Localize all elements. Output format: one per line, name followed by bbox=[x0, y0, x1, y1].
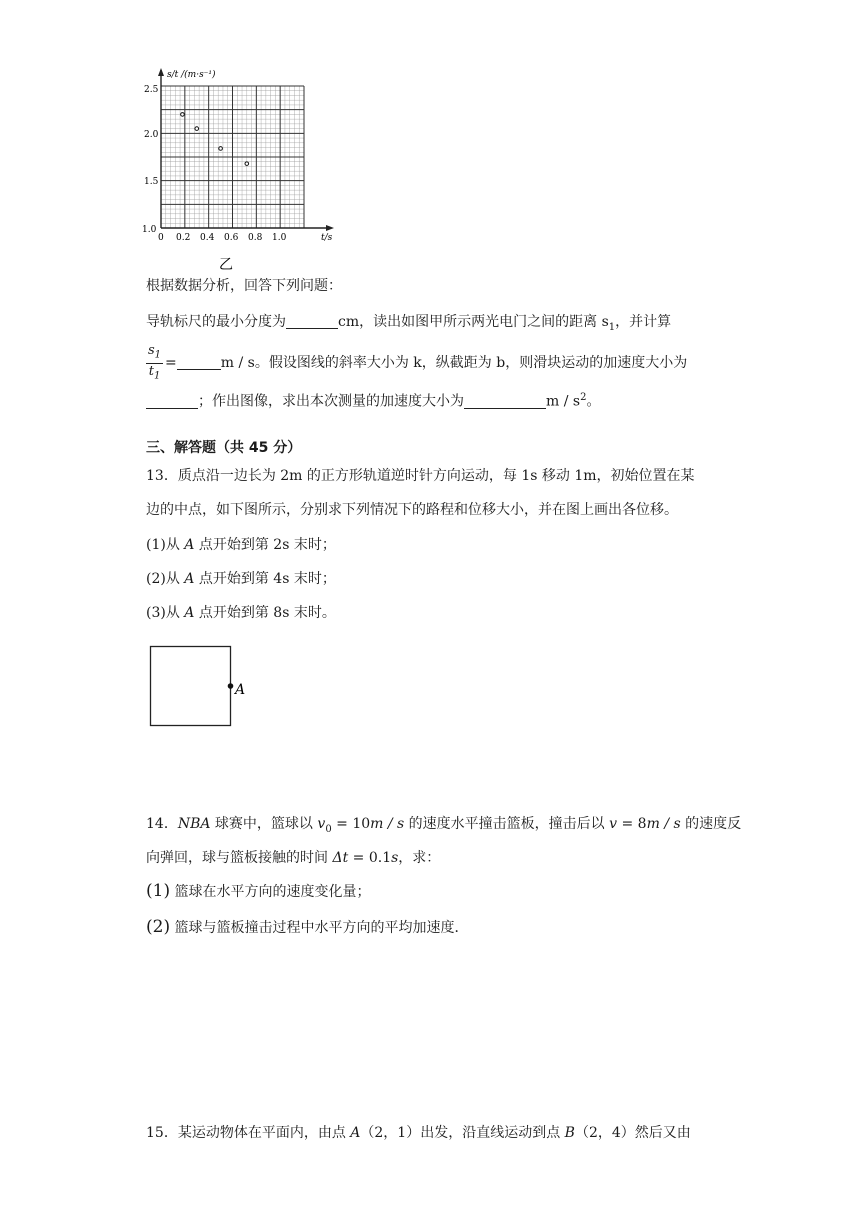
dt-value: = 0.1 bbox=[348, 850, 392, 866]
y-axis-label: s/t /(m·s⁻¹) bbox=[167, 70, 216, 80]
q12-text: cm，读出如图甲所示两光电门之间的距离 s bbox=[338, 314, 609, 330]
x-tick-label: 0 bbox=[158, 233, 164, 243]
item-text: 点开始到第 8s 末时。 bbox=[194, 605, 336, 621]
x-tick-label: 1.0 bbox=[272, 233, 287, 243]
intro-text: 根据数据分析，回答下列问题： bbox=[146, 278, 342, 294]
q15-text: （2，4）然后又由 bbox=[574, 1125, 691, 1141]
data-point bbox=[181, 113, 185, 117]
item-number: (1) bbox=[146, 881, 171, 901]
q14-item-1 bbox=[146, 881, 371, 902]
q14-line-2 bbox=[146, 848, 440, 868]
square-track bbox=[151, 647, 231, 726]
q12-text: 。 bbox=[586, 393, 601, 410]
v0-value: = 10 bbox=[331, 816, 371, 832]
point-var: A bbox=[184, 537, 195, 553]
point-var: A bbox=[350, 1125, 361, 1141]
data-point bbox=[219, 147, 223, 151]
nba-text: NBA bbox=[177, 816, 211, 832]
x-tick-label: 0.2 bbox=[176, 233, 191, 243]
y-tick-label: 1.0 bbox=[142, 225, 157, 235]
answer-blank-acceleration-expression[interactable] bbox=[146, 394, 198, 409]
q14-text: 14． bbox=[146, 816, 178, 832]
subscript: 0 bbox=[325, 823, 332, 835]
unit: s bbox=[391, 850, 399, 866]
point-var: A bbox=[184, 605, 195, 621]
q14-item-2 bbox=[146, 917, 469, 938]
graph-caption: 乙 bbox=[219, 257, 233, 273]
y-tick-label: 2.5 bbox=[144, 85, 159, 95]
point-a-label: A bbox=[235, 682, 246, 698]
point-a-marker bbox=[228, 683, 234, 689]
data-point bbox=[195, 127, 199, 131]
section-heading: 三、解答题（共 45 分） bbox=[146, 440, 302, 456]
equals-sign: = bbox=[165, 355, 177, 372]
item-text: 点开始到第 2s 末时； bbox=[194, 537, 336, 553]
q14-text: 向弹回，球与篮板接触的时间 bbox=[146, 850, 333, 866]
y-axis-arrow bbox=[158, 68, 164, 76]
fraction-s1-t1 bbox=[146, 343, 163, 383]
item-text: (3)从 bbox=[146, 605, 185, 621]
dt-symbol: Δt bbox=[332, 850, 349, 866]
item-text: (1)从 bbox=[146, 537, 185, 553]
superscript: 2 bbox=[580, 392, 587, 403]
y-tick-label: 1.5 bbox=[144, 177, 159, 187]
q12-text: ，并计算 bbox=[615, 314, 672, 330]
q12-text: 导轨标尺的最小分度为 bbox=[146, 314, 286, 330]
q12-line-2 bbox=[146, 343, 687, 383]
unit: m / s bbox=[370, 816, 405, 832]
q14-line-1 bbox=[146, 814, 741, 840]
y-tick-label: 2.0 bbox=[144, 130, 159, 140]
item-text: 篮球与篮板撞击过程中水平方向的平均加速度． bbox=[174, 920, 469, 936]
subscript: 1 bbox=[154, 349, 162, 361]
x-tick-label: 0.8 bbox=[248, 233, 263, 243]
item-number: (2) bbox=[146, 917, 171, 937]
q15-text: （2，1）出发，沿直线运动到点 bbox=[360, 1125, 565, 1141]
x-axis-arrow bbox=[326, 225, 334, 231]
point-var: B bbox=[564, 1125, 575, 1141]
point-var: A bbox=[184, 571, 195, 587]
frac-denominator: t bbox=[148, 363, 154, 379]
q14-text: ，求： bbox=[398, 850, 441, 866]
q14-text: 的速度水平撞击篮板，撞击后以 bbox=[404, 816, 610, 832]
q13-line-2: 边的中点，如下图所示，分别求下列情况下的路程和位移大小，并在图上画出各位移。 bbox=[146, 502, 678, 518]
subscript: 1 bbox=[608, 321, 616, 333]
item-text: 篮球在水平方向的速度变化量； bbox=[174, 884, 371, 900]
v-symbol: v bbox=[609, 816, 618, 832]
frac-numerator: s bbox=[148, 343, 155, 358]
data-point bbox=[245, 162, 249, 166]
q12-text: m / s。假设图线的斜率大小为 k，纵截距为 b，则滑块运动的加速度大小为 bbox=[220, 355, 688, 372]
v0-symbol: v bbox=[317, 816, 326, 832]
unit: m / s bbox=[646, 816, 681, 832]
item-text: 点开始到第 4s 末时； bbox=[194, 571, 336, 587]
q12-text: ；作出图像，求出本次测量的加速度大小为 bbox=[198, 393, 464, 410]
subscript: 1 bbox=[153, 370, 161, 382]
answer-blank-s1-t1[interactable] bbox=[177, 355, 221, 370]
q15-text: 15．某运动物体在平面内，由点 bbox=[146, 1125, 351, 1141]
q15-line-1 bbox=[146, 1123, 691, 1143]
square-track-diagram bbox=[146, 642, 256, 732]
x-tick-label: 0.4 bbox=[200, 233, 215, 243]
data-points bbox=[181, 113, 249, 166]
q13-item-3 bbox=[146, 603, 336, 623]
item-text: (2)从 bbox=[146, 571, 185, 587]
x-tick-label: 0.6 bbox=[224, 233, 239, 243]
velocity-time-graph bbox=[140, 66, 340, 278]
q12-text: m / s bbox=[546, 393, 581, 410]
major-grid bbox=[161, 86, 304, 228]
q12-line-3 bbox=[146, 388, 600, 412]
answer-blank-min-division[interactable] bbox=[286, 314, 338, 329]
x-axis-label: t/s bbox=[321, 233, 333, 243]
q12-line-1 bbox=[146, 312, 671, 338]
answer-blank-acceleration-value[interactable] bbox=[464, 394, 546, 409]
v-value: = 8 bbox=[617, 816, 647, 832]
q13-item-1 bbox=[146, 535, 336, 555]
q13-item-2 bbox=[146, 569, 336, 589]
q14-text: 球赛中，篮球以 bbox=[210, 816, 318, 832]
q13-line-1: 13．质点沿一边长为 2m 的正方形轨道逆时针方向运动，每 1s 移动 1m，初始位置在某 bbox=[146, 468, 695, 484]
q14-text: 的速度反 bbox=[680, 816, 742, 832]
